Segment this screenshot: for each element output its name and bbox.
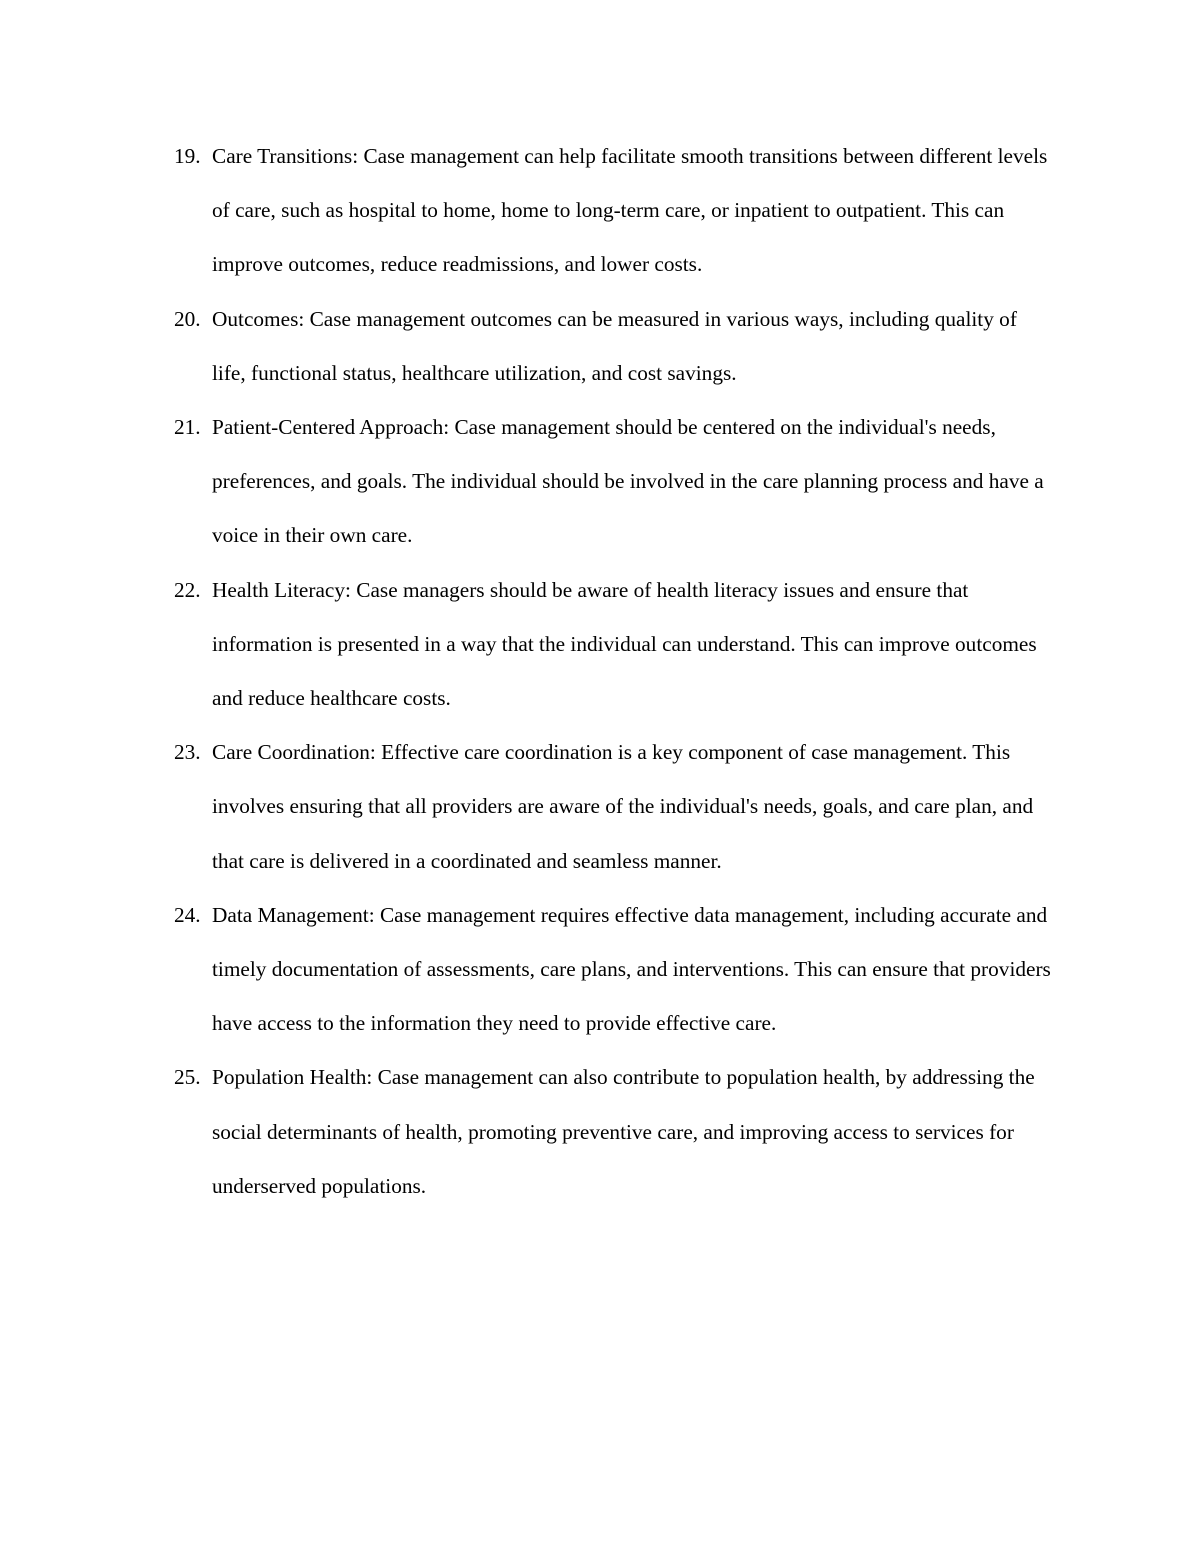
list-item-text: Health Literacy: Case managers should be aware of health literacy issues and ensure that information is presented in a way that the individual can understand. This can improve outcomes and reduce healthcare costs. <box>212 577 1037 711</box>
list-item-text: Outcomes: Case management outcomes can be measured in various ways, including quality of life, functional status, healthcare utilization, and cost savings. <box>212 306 1017 385</box>
list-item-number: 22. <box>174 577 201 602</box>
list-item-21 <box>174 400 1054 563</box>
list-item-text: Care Transitions: Case management can help facilitate smooth transitions between different levels of care, such as hospital to home, home to long-term care, or inpatient to outpatient. This can improve outcomes, reduce readmissions, and lower costs. <box>212 144 1048 277</box>
list-item-number: 19. <box>174 144 201 168</box>
list-item-number: 21. <box>174 415 201 440</box>
list-item-text: Population Health: Case management can also contribute to population health, by addressing the social determinants of health, promoting preventive care, and improving access to services for underserved populations. <box>212 1065 1035 1198</box>
list-item-22 <box>174 563 1054 726</box>
list-item-25 <box>174 1050 1054 1213</box>
list-item-text: Patient-Centered Approach: Case management should be centered on the individual's needs, preferences, and goals. The individual should be involved in the care planning process and have a voice in their own care. <box>212 415 1044 548</box>
list-item-number: 23. <box>174 740 201 765</box>
list-item-text: Care Coordination: Effective care coordination is a key component of case management. This involves ensuring that all providers are aware of the individual's needs, goals, and care plan, and that care is delivered in a coordinated and seamless manner. <box>212 740 1034 873</box>
list-item-text: Data Management: Case management requires effective data management, including accurate and timely documentation of assessments, care plans, and interventions. This can ensure that providers have access to the information they need to provide effective care. <box>212 902 1051 1036</box>
list-item-number: 24. <box>174 902 201 927</box>
list-item-number: 20. <box>174 306 201 331</box>
list-item-20 <box>174 292 1054 400</box>
numbered-list <box>174 129 1054 1213</box>
list-item-number: 25. <box>174 1065 201 1090</box>
list-item-24 <box>174 888 1054 1051</box>
list-item-19 <box>174 129 1054 292</box>
list-item-23 <box>174 725 1054 888</box>
